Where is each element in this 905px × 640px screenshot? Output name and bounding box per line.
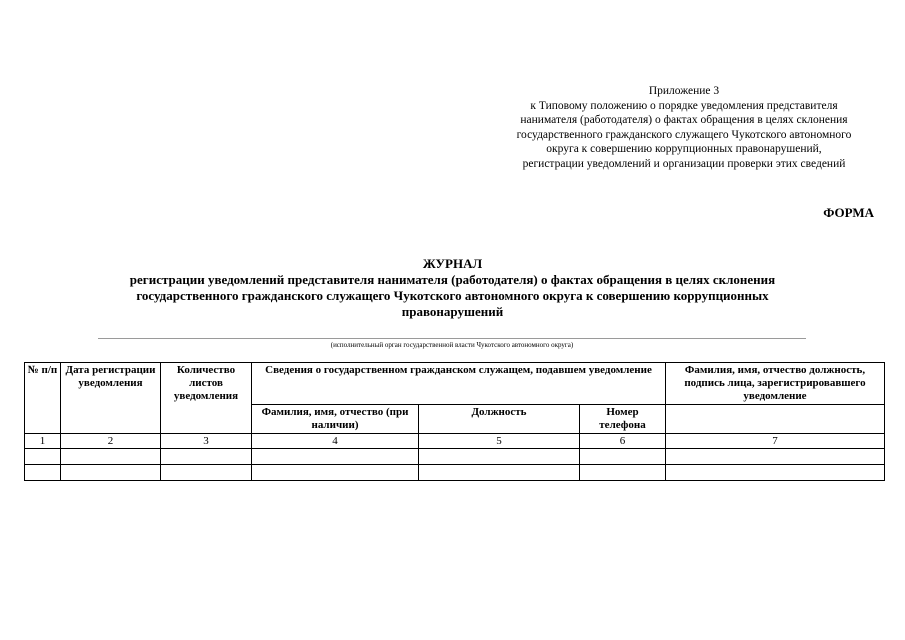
header-number: № п/п (25, 363, 61, 434)
column-number: 6 (580, 434, 666, 449)
table-cell (666, 465, 885, 481)
header-registrar-empty (666, 405, 885, 434)
table-cell (252, 465, 419, 481)
registration-journal-table (24, 362, 885, 481)
authority-caption: (исполнительный орган государственной власти Чукотского автономного округа) (330, 341, 574, 349)
appendix-line: Приложение 3 (648, 85, 720, 97)
header-sheet-count: Количество листов уведомления (161, 363, 252, 434)
column-number-row (25, 434, 885, 449)
column-number: 4 (252, 434, 419, 449)
table-cell (666, 449, 885, 465)
table-cell (161, 465, 252, 481)
appendix-line: округа к совершению коррупционных правонарушений, (546, 143, 822, 156)
table-row (25, 449, 885, 465)
form-label: ФОРМА (823, 205, 874, 220)
table-cell (25, 449, 61, 465)
header-position: Должность (419, 405, 580, 434)
table-cell (419, 449, 580, 465)
appendix-line: нанимателя (работодателя) о фактах обращения в целях склонения (520, 114, 848, 127)
journal-subtitle-line: регистрации уведомлений представителя нанимателя (работодателя) о фактах обращения в целях склонения (129, 272, 776, 287)
journal-subtitle-line: правонарушений (401, 304, 504, 319)
header-registration-date: Дата регистрации уведомления (61, 363, 161, 434)
appendix-line: к Типовому положению о порядке уведомления представителя (530, 99, 838, 112)
header-phone: Номер телефона (580, 405, 666, 434)
appendix-line: государственного гражданского служащего Чукотского автономного (516, 128, 852, 141)
table-header-row (25, 363, 885, 405)
column-number: 1 (25, 434, 61, 449)
header-full-name: Фамилия, имя, отчество (при наличии) (252, 405, 419, 434)
column-number: 7 (666, 434, 885, 449)
journal-subtitle-line: государственного гражданского служащего Чукотского автономного округа к совершению коррупционных (136, 288, 769, 303)
table-cell (419, 465, 580, 481)
header-employee-info: Сведения о государственном гражданском служащем, подавшем уведомление (252, 363, 666, 405)
table-cell (252, 449, 419, 465)
journal-heading (60, 256, 845, 320)
table-cell (61, 465, 161, 481)
authority-underline (98, 338, 806, 339)
table-cell (580, 449, 666, 465)
table-row (25, 465, 885, 481)
column-number: 5 (419, 434, 580, 449)
table-cell (580, 465, 666, 481)
appendix-block (484, 84, 884, 172)
column-number: 2 (61, 434, 161, 449)
column-number: 3 (161, 434, 252, 449)
journal-title: ЖУРНАЛ (422, 256, 483, 271)
table-cell (25, 465, 61, 481)
appendix-line: регистрации уведомлений и организации проверки этих сведений (522, 157, 846, 170)
header-registrar: Фамилия, имя, отчество должность, подпись лица, зарегистрировавшего уведомление (666, 363, 885, 405)
table-cell (161, 449, 252, 465)
table-cell (61, 449, 161, 465)
